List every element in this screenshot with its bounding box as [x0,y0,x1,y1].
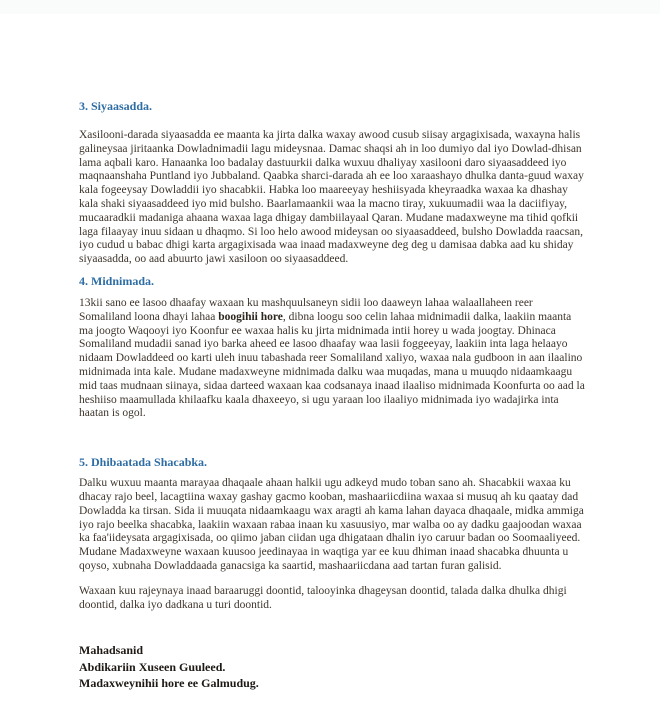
section-paragraph-siyaasadda: Xasilooni-darada siyaasadda ee maanta ka jirta dalka waxay awood cusub siisay argagixisada, waxayna halis galineysaa jiritaanka Dowladnimadii lagu mideysnaa. Damac shaqsi ah in loo dumiyo dal iyo Dowlad-dhisan lama aqbali karo. Hanaanka loo badalay dastuurkii dalka wuxuu dhaliyay xasilooni daro siyaasaddeed iyo maqnaanshaha Puntland iyo Jubbaland. Qaabka sharci-darada ah ee loo xaraashayo dhulka danta-guud waxay kala fogeeysay Dowladdii iyo shacabkii. Habka loo maareeyay heshiisyada kheyraadka waxaa ka dhashay kala shaki siyaasaddeed iyo mid bulsho. Baarlamaankii waa la macno tiray, xukuumadii waa la daciifiyay, mucaaradkii madaniga ahaana waxaa laga dhigay dambiilayaal Qaran. Mudane madaxweyne ma tihid qofkii laga filaayay inuu sidaan u dhaqmo. Si loo helo awood mideysan oo siyaasaddeed, bulsho Dowladda raacsan, iyo cudud u babac dhigi karta argagixisada waa inaad madaxweyne deg deg u damisaa dabka aad ku shiday siyaasadda, oo aad abuurto jawi xasiloon oo siyaasaddeed. [79,129,584,266]
signature-title: Madaxweynihii hore ee Galmudug. [79,676,259,691]
section-heading-midnimada: 4. Midnimada. [79,273,155,288]
section-heading-siyaasadda: 3. Siyaasadda. [79,99,153,113]
bold-text-run: boogihii hore [218,310,283,323]
letter-body [79,0,585,692]
closing-paragraph: Waxaan kuu rajeynaya inaad baraaruggi doontid, talooyinka dhageysan doontid, talada dalka dhulka dhigi doontid, dalka iyo dadkana u turi doontid. [79,584,567,611]
signature-name: Abdikariin Xuseen Guuleed. [79,659,226,674]
text-run: 13kii sano ee lasoo dhaafay waxaan ku mashquulsaneyn sidii loo daaweyn lahaa walaallaheen reer Somaliland loona dhayi lahaa [79,296,533,323]
signature-block [79,642,585,692]
section-heading-dhibaatada-shacabka: 5. Dhibaatada Shacabka. [79,455,208,470]
section-paragraph-midnimada [79,297,585,421]
signature-thanks: Mahadsanid [79,643,144,658]
section-paragraph-dhibaatada-shacabka: Dalku wuxuu maanta marayaa dhaqaale ahaan halkii ugu adkeyd mudo toban sano ah. Shacabkii waxaa ku dhacay rajo beel, lacagtiina waxay gashay gacmo kooban, mashaariicdiina waxaa si musuq ah ku qaatay dad Dowladda ka tirsan. Sida ii muuqata nidaamkaagu wax aragti ah kama lahan dayaca dhaqaale, midka ammiga iyo rajo beelka shacabka, laakiin waxaan rabaa inaan ku xasuusiyo, mar walba oo ay dadku gaajoodan waxaa ka faa'iideysata argagixisada, oo qiimo jaban ciidan uga dhigataan dhalin iyo caruur badan oo Soomaaliyeed. Mudane Madaxweyne waxaan kuusoo jeedinayaa in waqtiga yar ee kuu dhiman inaad shacabka dhuunta u qoyso, xubnaha Dowladdaada ganacsiga ka saartid, mashaariicdana aad tartan furan galisid. [79,477,584,572]
text-run: , dibna loogu soo celin lahaa midnimadii dalka, laakiin maanta ma joogto Waqooyi iyo Koonfur ee waxaa halis ku jirta midnimada intii horey u wada joogtay. Dhinaca Somaliland mudadii sanad iyo barka aheed ee lasoo dhaafay waa lasii foggeeyay, laakiin inta laga helaayo nidaam Dowladdeed oo karti uleh inuu tabashada reer Somaliland xaliyo, waxaa nala gudboon in aan ilaalino midnimada inta kale. Mudane madaxweyne midnimada dalku waa muqadas, mana u muuqdo nidaamkaagu mid taas mudnaan siinaya, sidaa darteed waxaan kaa codsanaya inaad ilaaliso midnimada Koonfurta oo aad la heshiiso maamullada khilaafku kaala dhaxeeyo, si ugu yaraan loo ilaaliyo midnimada iyo wadajirka inta haatan is ogol. [79,310,585,420]
